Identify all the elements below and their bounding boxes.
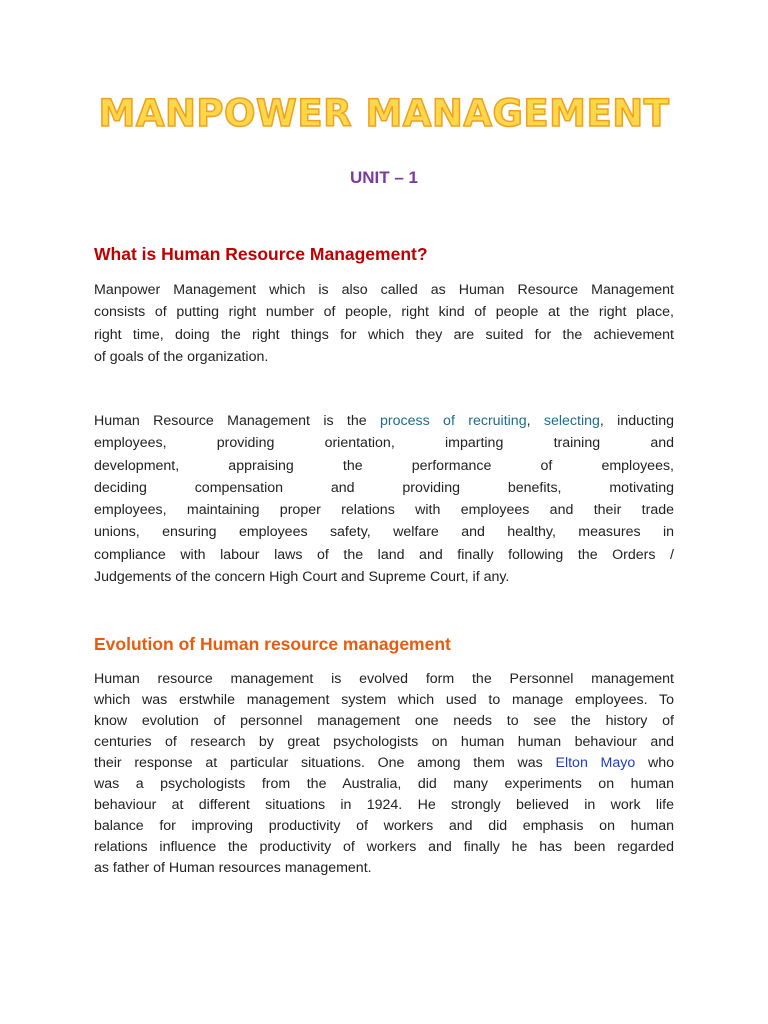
text-line: development, appraising the performance of employees,	[94, 457, 674, 474]
text-line: centuries of research by great psychologists on human human behaviour and	[94, 734, 674, 750]
document-title: MANPOWER MANAGEMENT	[98, 92, 670, 135]
text-line: Judgements of the concern High Court and Supreme Court, if any.	[94, 569, 510, 586]
text-line: relations influence the productivity of workers and finally he has been regarded	[94, 839, 674, 855]
text-line: right time, doing the right things for which they are suited for the achievement	[94, 326, 674, 343]
link-elton-mayo[interactable]: Elton Mayo	[555, 755, 636, 771]
text-line: deciding compensation and providing benefits, motivating	[94, 479, 674, 496]
link-process-of-recruiting[interactable]: process of recruiting	[380, 413, 527, 429]
text-line: as father of Human resources management.	[94, 860, 372, 876]
paragraph-hrm-process	[94, 410, 674, 588]
section-heading-hrm: What is Human Resource Management?	[94, 244, 428, 264]
text-line: compliance with labour laws of the land and finally following the Orders /	[94, 546, 674, 563]
text-line: Manpower Management which is also called as Human Resource Management	[94, 282, 674, 298]
text-line	[94, 753, 674, 774]
text-line: was a psychologists from the Australia, did many experiments on human	[94, 776, 674, 792]
paragraph-evolution	[94, 669, 674, 879]
paragraph-manpower-definition	[94, 279, 674, 368]
text-line: know evolution of personnel management one needs to see the history of	[94, 713, 674, 729]
text-line: which was erstwhile management system which used to manage employees. To	[94, 692, 674, 708]
text-line: employees, maintaining proper relations with employees and their trade	[94, 502, 674, 519]
unit-label: UNIT – 1	[349, 168, 419, 187]
text-line: behaviour at different situations in 1924. He strongly believed in work life	[94, 797, 674, 813]
text-span: who	[635, 755, 675, 771]
text-line: consists of putting right number of people, right kind of people at the right place,	[94, 304, 674, 321]
text-span: , inducting	[599, 413, 674, 429]
link-selecting[interactable]: selecting	[543, 413, 600, 429]
text-span: ,	[526, 413, 544, 429]
text-line: unions, ensuring employees safety, welfare and healthy, measures in	[94, 524, 674, 541]
section-heading-evolution: Evolution of Human resource management	[94, 634, 451, 654]
text-line: of goals of the organization.	[94, 348, 269, 365]
text-line	[94, 410, 674, 432]
text-span: Human Resource Management is the	[94, 413, 381, 429]
text-line: balance for improving productivity of workers and did emphasis on human	[94, 818, 674, 834]
text-line: Human resource management is evolved form the Personnel management	[94, 671, 674, 687]
text-line: employees, providing orientation, imparting training and	[94, 435, 674, 452]
text-span: their response at particular situations. One among them was	[94, 755, 556, 771]
